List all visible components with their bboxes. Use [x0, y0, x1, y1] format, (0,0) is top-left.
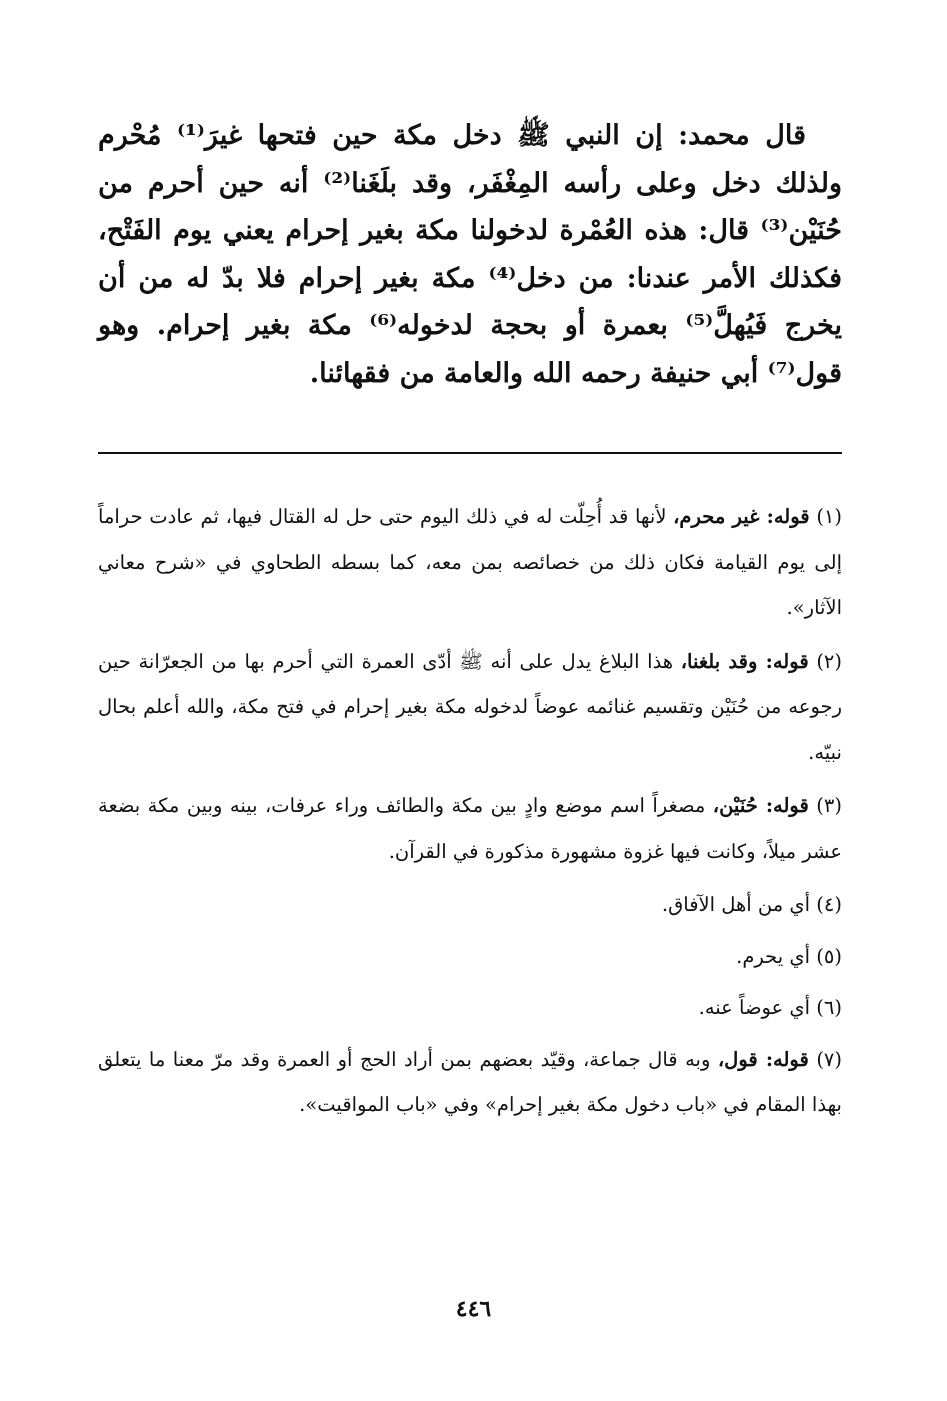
footnote-lead: قوله: قول،	[717, 1047, 809, 1071]
footnote-number: (٤)	[816, 893, 842, 916]
footnote-number: (٧)	[816, 1047, 843, 1071]
footnote-text: لأنها قد أُحِلّت له في ذلك اليوم حتى حل له القتال فيها، ثم عادت حراماً إلى يوم القيامة فكان ذلك من خصائصه بمن معه، كما بسطه الطحاوي في «شرح معاني الآثار».	[98, 505, 842, 619]
main-paragraph: قال محمد: إن النبي ﷺ دخل مكة حين فتحها غيرَ⁽¹⁾ مُحْرم ولذلك دخل وعلى رأسه المِغْفَر، وقد بلَغَنا⁽²⁾ أنه حين أحرم من حُنَيْن⁽³⁾ قال: هذه العُمْرة لدخولنا مكة بغير إحرام يعني يوم الفَتْح، فكذلك الأمر عندنا: من دخل⁽⁴⁾ مكة بغير إحرام فلا بدّ له من أن يخرج فَيُهلَّ⁽⁵⁾ بعمرة أو بحجة لدخوله⁽⁶⁾ مكة بغير إحرام. وهو قول⁽⁷⁾ أبي حنيفة رحمه الله والعامة من فقهائنا.	[98, 120, 842, 389]
footnote-separator-line	[98, 452, 842, 454]
footnote-number: (٢)	[816, 649, 843, 673]
footnote-2	[98, 639, 842, 776]
footnote-number: (١)	[816, 505, 843, 528]
footnote-text: هذا البلاغ يدل على أنه ﷺ أدّى العمرة التي أحرم بها من الجعرّانة حين رجوعه من حُنَيْن وتقسيم غنائمه عوضاً لدخوله مكة بغير إحرام في فتح مكة، والله أعلم بحال نبيّه.	[98, 649, 842, 764]
footnote-text: أي عوضاً عنه.	[698, 996, 811, 1019]
page-number: ٤٤٦	[455, 1296, 492, 1322]
footnote-lead: قوله: حُنَيْن،	[712, 794, 809, 817]
footnote-7	[98, 1037, 842, 1128]
footnote-number: (٥)	[816, 944, 842, 968]
main-text-block	[98, 112, 842, 397]
footnote-text: وبه قال جماعة، وقيّد بعضهم بمن أراد الحج أو العمرة وقد مرّ معنا ما يتعلق بهذا المقام في «باب دخول مكة بغير إحرام» وفي «باب المواقيت».	[98, 1047, 842, 1116]
footnote-text: مصغراً اسم موضع وادٍ بين مكة والطائف وراء عرفات، بينه وبين مكة بضعة عشر ميلاً، وكانت فيها غزوة مشهورة مذكورة في القرآن.	[98, 794, 842, 863]
footnote-number: (٣)	[816, 794, 842, 817]
footnote-4	[98, 882, 842, 928]
footnote-number: (٦)	[816, 996, 842, 1019]
footnote-3	[98, 783, 842, 874]
footnote-5	[98, 934, 842, 980]
footnotes-block	[98, 494, 842, 1136]
footnote-text: أي يحرم.	[736, 944, 811, 968]
footnote-lead: قوله: وقد بلغنا،	[680, 649, 809, 673]
footnote-1	[98, 494, 842, 631]
footnote-lead: قوله: غير محرم،	[673, 505, 810, 528]
footnote-text: أي من أهل الآفاق.	[661, 893, 811, 916]
footnote-6	[98, 985, 842, 1031]
